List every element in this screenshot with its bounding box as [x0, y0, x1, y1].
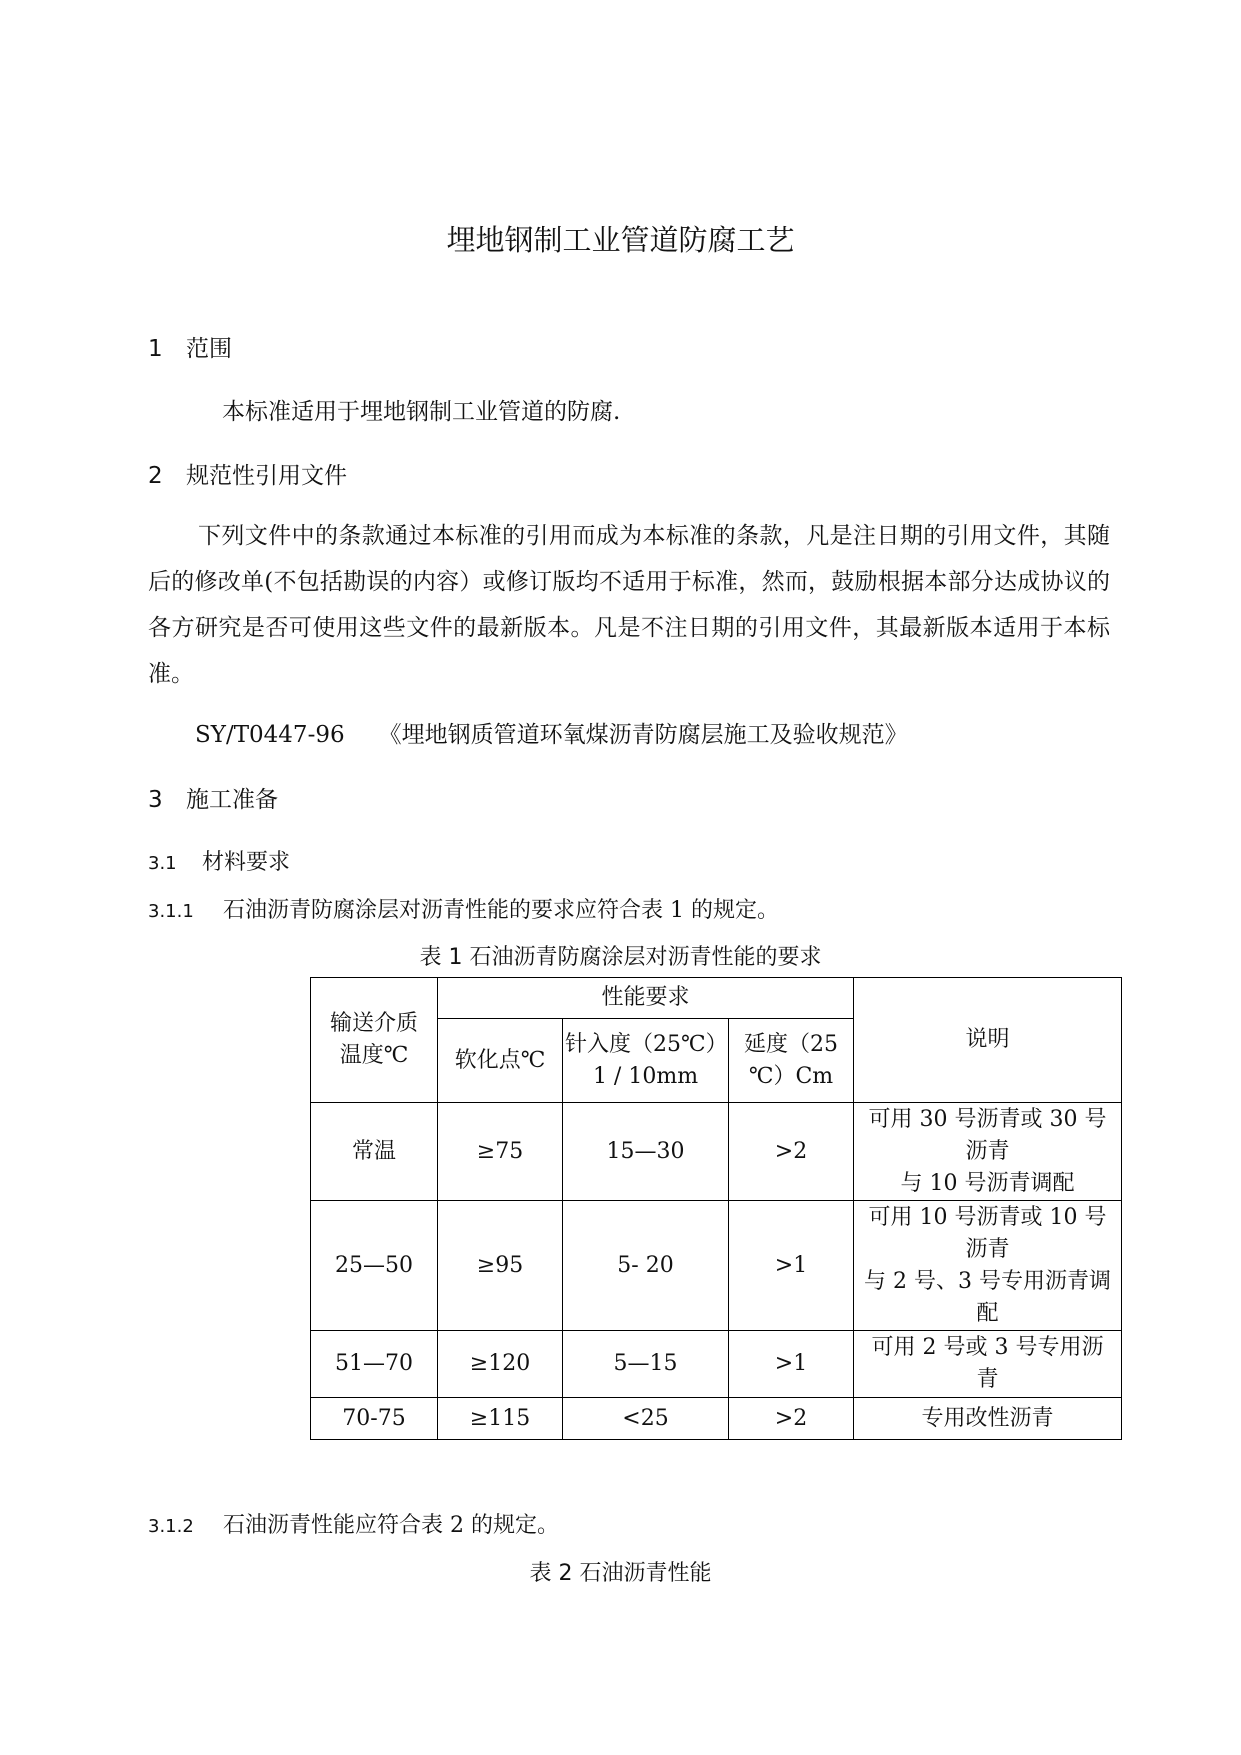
table-2-caption: 表 2 石油沥青性能 — [529, 1561, 712, 1586]
reference-code: SY/T0447-96 — [195, 722, 345, 748]
document-title: 埋地钢制工业管道防腐工艺 — [446, 223, 795, 257]
reference-line — [195, 716, 908, 749]
table-1-caption: 表 1 石油沥青防腐涂层对沥青性能的要求 — [419, 945, 822, 970]
table-1 — [310, 977, 1122, 1440]
header-ductility: 延度（25 ℃）Cm — [729, 1019, 854, 1103]
section-3-1-1-text: 3.1.1 石油沥青防腐涂层对沥青性能的要求应符合表 1 的规定。 — [148, 898, 779, 923]
table-row — [311, 1201, 1122, 1331]
cell-temp: 51—70 — [311, 1331, 438, 1398]
cell-penetration: 5—15 — [563, 1331, 729, 1398]
header-penetration: 针入度（25℃） 1 / 10mm — [563, 1019, 729, 1103]
cell-penetration: 15—30 — [563, 1103, 729, 1201]
section-1-text: 本标准适用于埋地钢制工业管道的防腐. — [222, 399, 621, 425]
section-1-heading: 1 范围 — [148, 336, 232, 362]
cell-note: 可用 10 号沥青或 10 号 沥青 与 2 号、3 号专用沥青调 配 — [854, 1201, 1122, 1331]
header-medium-temp: 输送介质 温度℃ — [311, 978, 438, 1103]
cell-temp: 70-75 — [311, 1398, 438, 1440]
cell-softening: ≥95 — [438, 1201, 563, 1331]
cell-softening: ≥115 — [438, 1398, 563, 1440]
cell-temp: 常温 — [311, 1103, 438, 1201]
cell-temp: 25—50 — [311, 1201, 438, 1331]
header-softening: 软化点℃ — [438, 1019, 563, 1103]
header-performance: 性能要求 — [438, 978, 854, 1019]
cell-softening: ≥75 — [438, 1103, 563, 1201]
cell-ductility: >1 — [729, 1201, 854, 1331]
section-2-paragraph: 下列文件中的条款通过本标准的引用而成为本标准的条款，凡是注日期的引用文件，其随后的修改单(不包括勘误的内容）或修订版均不适用于标准，然而，鼓励根据本部分达成协议的各方研究是否可使用这些文件的最新版本。凡是不注日期的引用文件，其最新版本适用于本标准。 — [148, 523, 1110, 687]
cell-ductility: >2 — [729, 1103, 854, 1201]
reference-title: 《埋地钢质管道环氧煤沥青防腐层施工及验收规范》 — [378, 722, 908, 748]
section-3-heading: 3 施工准备 — [148, 787, 278, 813]
section-3-1-heading: 3.1 材料要求 — [148, 850, 291, 875]
table-row — [311, 1103, 1122, 1201]
table-row — [311, 1398, 1122, 1440]
cell-penetration: <25 — [563, 1398, 729, 1440]
cell-note: 可用 30 号沥青或 30 号 沥青 与 10 号沥青调配 — [854, 1103, 1122, 1201]
cell-note: 可用 2 号或 3 号专用沥 青 — [854, 1331, 1122, 1398]
section-3-1-2-text: 3.1.2 石油沥青性能应符合表 2 的规定。 — [148, 1513, 559, 1538]
cell-note: 专用改性沥青 — [854, 1398, 1122, 1440]
section-2-heading: 2 规范性引用文件 — [148, 463, 347, 489]
header-note: 说明 — [854, 978, 1122, 1103]
cell-ductility: >1 — [729, 1331, 854, 1398]
cell-softening: ≥120 — [438, 1331, 563, 1398]
table-row — [311, 1331, 1122, 1398]
cell-penetration: 5- 20 — [563, 1201, 729, 1331]
cell-ductility: >2 — [729, 1398, 854, 1440]
